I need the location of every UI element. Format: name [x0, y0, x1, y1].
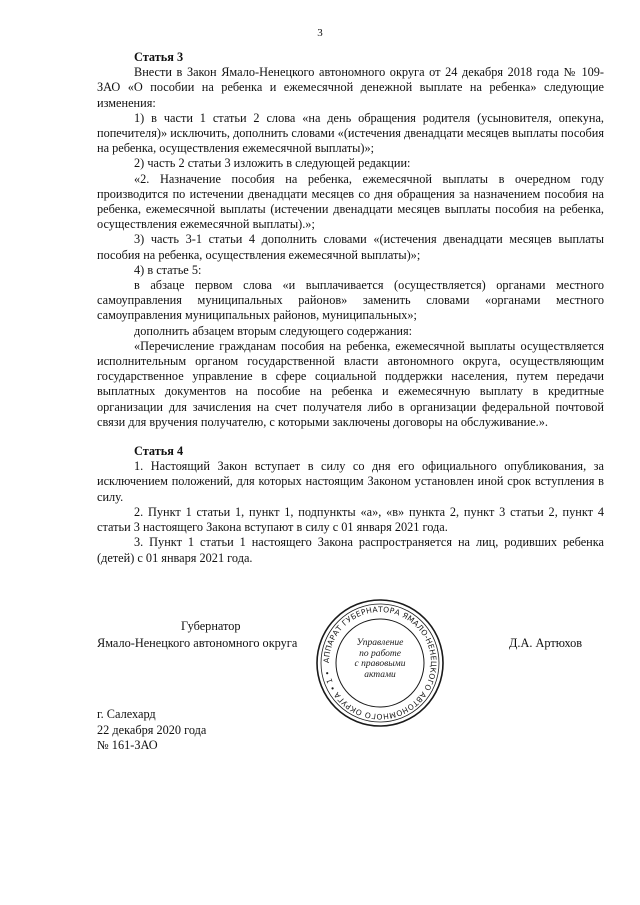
law-number: № 161-ЗАО — [97, 738, 158, 752]
article-3-paragraph: в абзаце первом слова «и выплачивается (осуществляется) органами местного самоуправления муниципальных районов» заменить словами «органами местного самоуправления муниципальных районов, муниципальных»; — [97, 278, 604, 323]
seal-ring-text: АППАРАТ ГУБЕРНАТОРА ЯМАЛО-НЕНЕЦКОГО АВТОНОМНОГО ОКРУГА • 1 • — [321, 604, 439, 722]
article-3-paragraph: дополнить абзацем вторым следующего содержания: — [134, 323, 413, 338]
page-number: 3 — [317, 27, 323, 39]
official-seal — [304, 598, 456, 728]
article-3-paragraph: 4) в статье 5: — [134, 262, 202, 277]
article-4-heading: Статья 4 — [134, 444, 184, 459]
document-footer — [97, 707, 206, 754]
article-4-paragraph: 1. Настоящий Закон вступает в силу со дня его официального опубликования, за исключением положений, для которых настоящим Законом установлен иной срок вступления в силу. — [97, 459, 604, 504]
article-3-heading: Статья 3 — [134, 50, 184, 64]
seal-line: по работе — [359, 648, 401, 659]
seal-line: Управление — [356, 638, 404, 648]
seal-line: актами — [364, 669, 396, 680]
article-3-paragraph: 1) в части 1 статьи 2 слова «на день обращения родителя (усыновителя, опекуна, попечителя)» исключить, дополнить словами «(истечения двенадцати месяцев выплаты пособия на ребенка, осуществления ежемесячной выплаты)»; — [97, 110, 604, 156]
signer-name: Д.А. Артюхов — [509, 636, 583, 650]
article-4-paragraph: 3. Пункт 1 статьи 1 настоящего Закона распространяется на лиц, родивших ребенка (детей) с 01 января 2021 года. — [97, 535, 604, 565]
signer-title-line2: Ямало-Ненецкого автономного округа — [97, 636, 298, 650]
document-body — [97, 50, 604, 566]
seal-line: с правовыми — [354, 659, 406, 669]
article-3-paragraph: 3) часть 3-1 статьи 4 дополнить словами «(истечения двенадцати месяцев выплаты пособия на ребенка, осуществления ежемесячной выплаты)»; — [97, 232, 604, 262]
article-3-paragraph: 2) часть 2 статьи 3 изложить в следующей редакции: — [134, 156, 411, 171]
article-3-paragraph: Внести в Закон Ямало-Ненецкого автономного округа от 24 декабря 2018 года № 109-ЗАО «О пособии на ребенка и ежемесячной денежной выплате на ребенка» следующие изменения: — [97, 65, 604, 110]
city: г. Салехард — [97, 707, 156, 721]
article-4-paragraph: 2. Пункт 1 статьи 1, пункт 1, подпункты «а», «в» пункта 2, пункт 3 статьи 2, пункт 4 статьи 3 настоящего Закона вступают в силу с 01 января 2021 года. — [97, 504, 604, 535]
article-3-paragraph: «2. Назначение пособия на ребенка, ежемесячной выплаты в очередном году производится по истечении двенадцати месяцев со дня обращения за назначением пособия на ребенка, ежемесячной выплаты (истечении двенадцати месяцев выплаты пособия на ребенка, осуществления ежемесячной выплаты).»; — [97, 171, 604, 232]
article-3-paragraph: «Перечисление гражданам пособия на ребенка, ежемесячной выплаты осуществляется исполнительным органом государственной власти автономного округа, осуществляющим государственное управление в сфере социальной поддержки населения, путем передачи выплатных документов на пособие на ребенка и ежемесячную выплату в кредитные организации для зачисления на счет получателя либо в организации федеральной почтовой связи для вручения получателю, с которыми заключены договоры на обслуживание.». — [97, 338, 604, 429]
seal-inner-text — [304, 638, 456, 680]
signer-title-line1: Губернатор — [181, 619, 241, 633]
date: 22 декабря 2020 года — [97, 722, 207, 737]
